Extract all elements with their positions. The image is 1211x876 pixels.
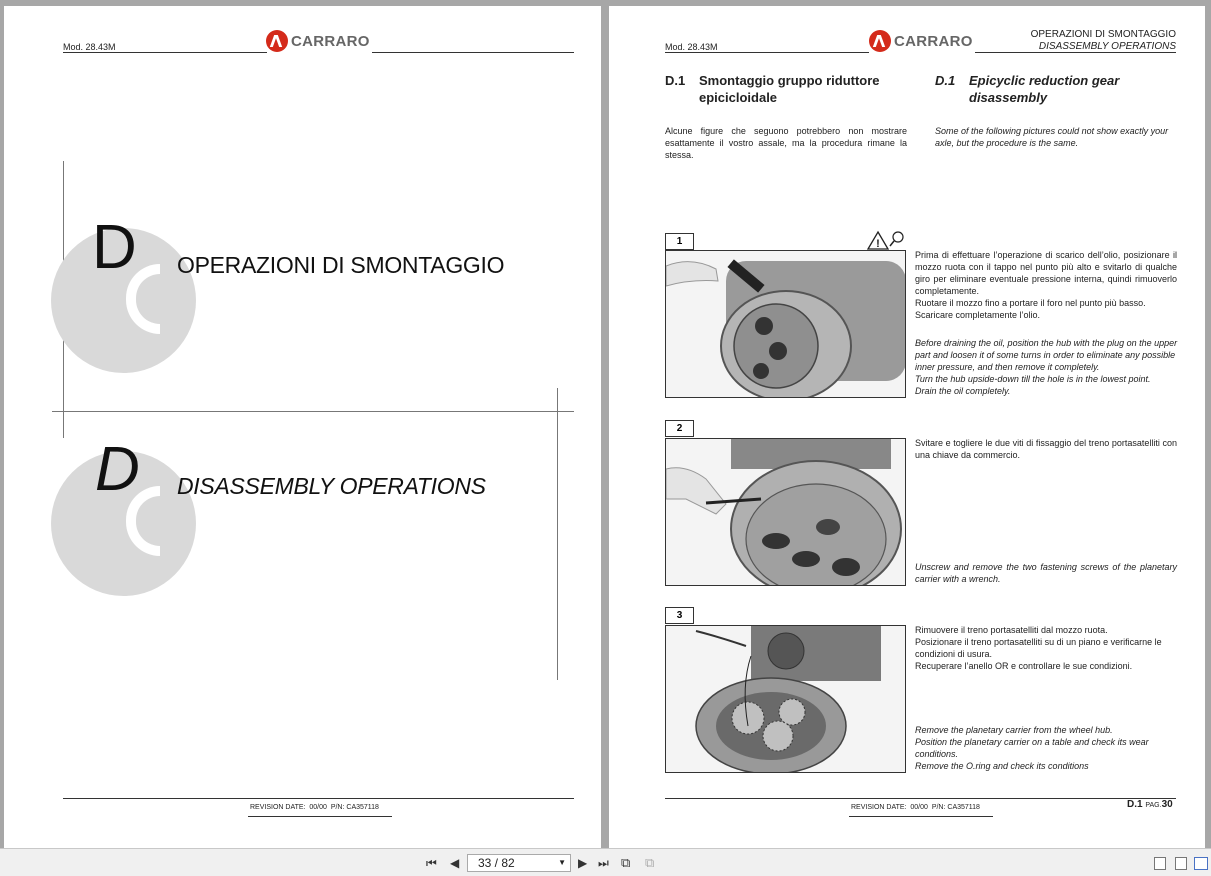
footer-rule <box>63 798 574 799</box>
planetary-carrier-illustration <box>666 626 906 773</box>
page-indicator-text: 33 / 82 <box>478 856 515 870</box>
section-number: D.1 <box>665 73 686 88</box>
figure-number: 3 <box>665 607 694 624</box>
footer-underline <box>248 816 392 817</box>
section-number: D.1 <box>935 73 956 88</box>
figure-1-text-it: Prima di effettuare l’operazione di scarico dell’olio, posizionare il mozzo ruota con il tappo nel punto più alto e svitarlo di qualche giro per eliminare eventuale pressione interna, quindi rimuoverlo completamente. Ruotare il mozzo fino a portare il foro nel punto più basso. Scaricare completamente l’olio. <box>915 250 1177 320</box>
rotate-icon[interactable]: ⧉ <box>621 855 631 870</box>
intro-it: Alcune figure che seguono potrebbero non mostrare esattamente il vostro assale, ma la procedura rimane la stessa. <box>665 126 907 160</box>
section-title-it: Smontaggio gruppo riduttore epicicloidale <box>699 73 880 105</box>
continuous-view-icon[interactable] <box>1175 857 1187 870</box>
figure-photo-3 <box>665 625 906 773</box>
carraro-logo-icon <box>869 30 891 52</box>
figure-2-text-it: Svitare e togliere le due viti di fissaggio del treno portasatelliti con una chiave da commercio. <box>915 438 1177 460</box>
figure-number: 2 <box>665 420 694 437</box>
figure-2-text-en: Unscrew and remove the two fastening screws of the planetary carrier with a wrench. <box>915 562 1177 584</box>
figure-3-text-it: Rimuovere il treno portasatelliti dal mozzo ruota. Posizionare il treno portasatelliti su di un piano e verificarne le condizioni di usura. Recuperare l’anello OR e controllare le sue condizioni. <box>915 625 1162 671</box>
brand-text: CARRARO <box>291 32 370 50</box>
chapter-title-en: DISASSEMBLY OPERATIONS <box>177 473 486 499</box>
intro-en: Some of the following pictures could not show exactly your axle, but the procedure is the same. <box>935 126 1169 148</box>
carraro-logo <box>266 30 370 52</box>
viewer-toolbar <box>0 848 1211 876</box>
figure-1-text-en: Before draining the oil, position the hub with the plug on the upper part and loosen it of some turns in order to eliminate any possible inner pressure, and then remove it completely. Turn the hub upside-down till the hole is in the lowest point. Drain the oil completely. <box>915 338 1178 396</box>
pn-label: P/N: <box>330 804 345 811</box>
page-number-block <box>1127 799 1173 810</box>
header-title-it: OPERAZIONI DI SMONTAGGIO <box>1030 29 1176 40</box>
figure-photo-1 <box>665 250 906 398</box>
section-title-en: Epicyclic reduction gear disassembly <box>969 73 1120 105</box>
figure-number: 1 <box>665 233 694 250</box>
chapter-title-it: OPERAZIONI DI SMONTAGGIO <box>177 252 505 278</box>
chapter-letter: D <box>95 435 140 504</box>
brand-text: CARRARO <box>894 32 973 50</box>
horizontal-rule <box>52 411 574 412</box>
planetary-screws-illustration <box>666 439 906 586</box>
revision-value: 00/00 <box>910 804 928 811</box>
single-page-view-icon[interactable] <box>1154 857 1166 870</box>
header-rule <box>665 52 869 53</box>
footer-revision <box>250 804 379 811</box>
header-rule <box>372 52 574 53</box>
next-page-button[interactable]: ▶ <box>578 856 588 870</box>
header-title-en: DISASSEMBLY OPERATIONS <box>1038 41 1176 52</box>
revision-label: REVISION DATE: <box>851 804 907 811</box>
carraro-logo <box>869 30 973 52</box>
page-section: D.1 <box>1127 799 1143 810</box>
chevron-down-icon: ▼ <box>558 858 566 867</box>
pn-value: CA357118 <box>346 804 379 811</box>
last-page-button[interactable]: ⏭ <box>598 856 609 870</box>
previous-page-button[interactable]: ◀ <box>450 856 460 870</box>
footer-rule <box>665 798 1176 799</box>
warning-icon <box>867 230 889 250</box>
left-page <box>4 6 601 848</box>
footer-underline <box>849 816 993 817</box>
header-rule <box>63 52 267 53</box>
revision-value: 00/00 <box>309 804 327 811</box>
page-indicator-select[interactable] <box>467 854 571 872</box>
model-label: Mod. 28.43M <box>665 42 718 52</box>
vertical-rule <box>557 388 558 680</box>
copy-icon[interactable]: ⧉ <box>645 855 655 870</box>
magnifier-icon <box>888 230 906 248</box>
footer-revision <box>851 804 980 811</box>
pn-label: P/N: <box>931 804 946 811</box>
page-number: 30 <box>1161 799 1173 810</box>
pn-value: CA357118 <box>947 804 980 811</box>
header-rule <box>975 52 1176 53</box>
chapter-letter: D <box>92 213 137 282</box>
figure-3-text-en: Remove the planetary carrier from the wheel hub. Position the planetary carrier on a table and check its wear conditions. Remove the O.ring and check its conditions <box>915 725 1149 771</box>
model-label: Mod. 28.43M <box>63 42 116 52</box>
carraro-logo-icon <box>266 30 288 52</box>
revision-label: REVISION DATE: <box>250 804 306 811</box>
page-label: PAG. <box>1145 802 1162 809</box>
right-page <box>609 6 1205 848</box>
two-page-view-icon[interactable] <box>1194 857 1208 870</box>
figure-photo-2 <box>665 438 906 586</box>
first-page-button[interactable]: ⏮ <box>426 856 437 870</box>
hub-drain-illustration <box>666 251 906 398</box>
svg-text:!: ! <box>876 238 880 250</box>
